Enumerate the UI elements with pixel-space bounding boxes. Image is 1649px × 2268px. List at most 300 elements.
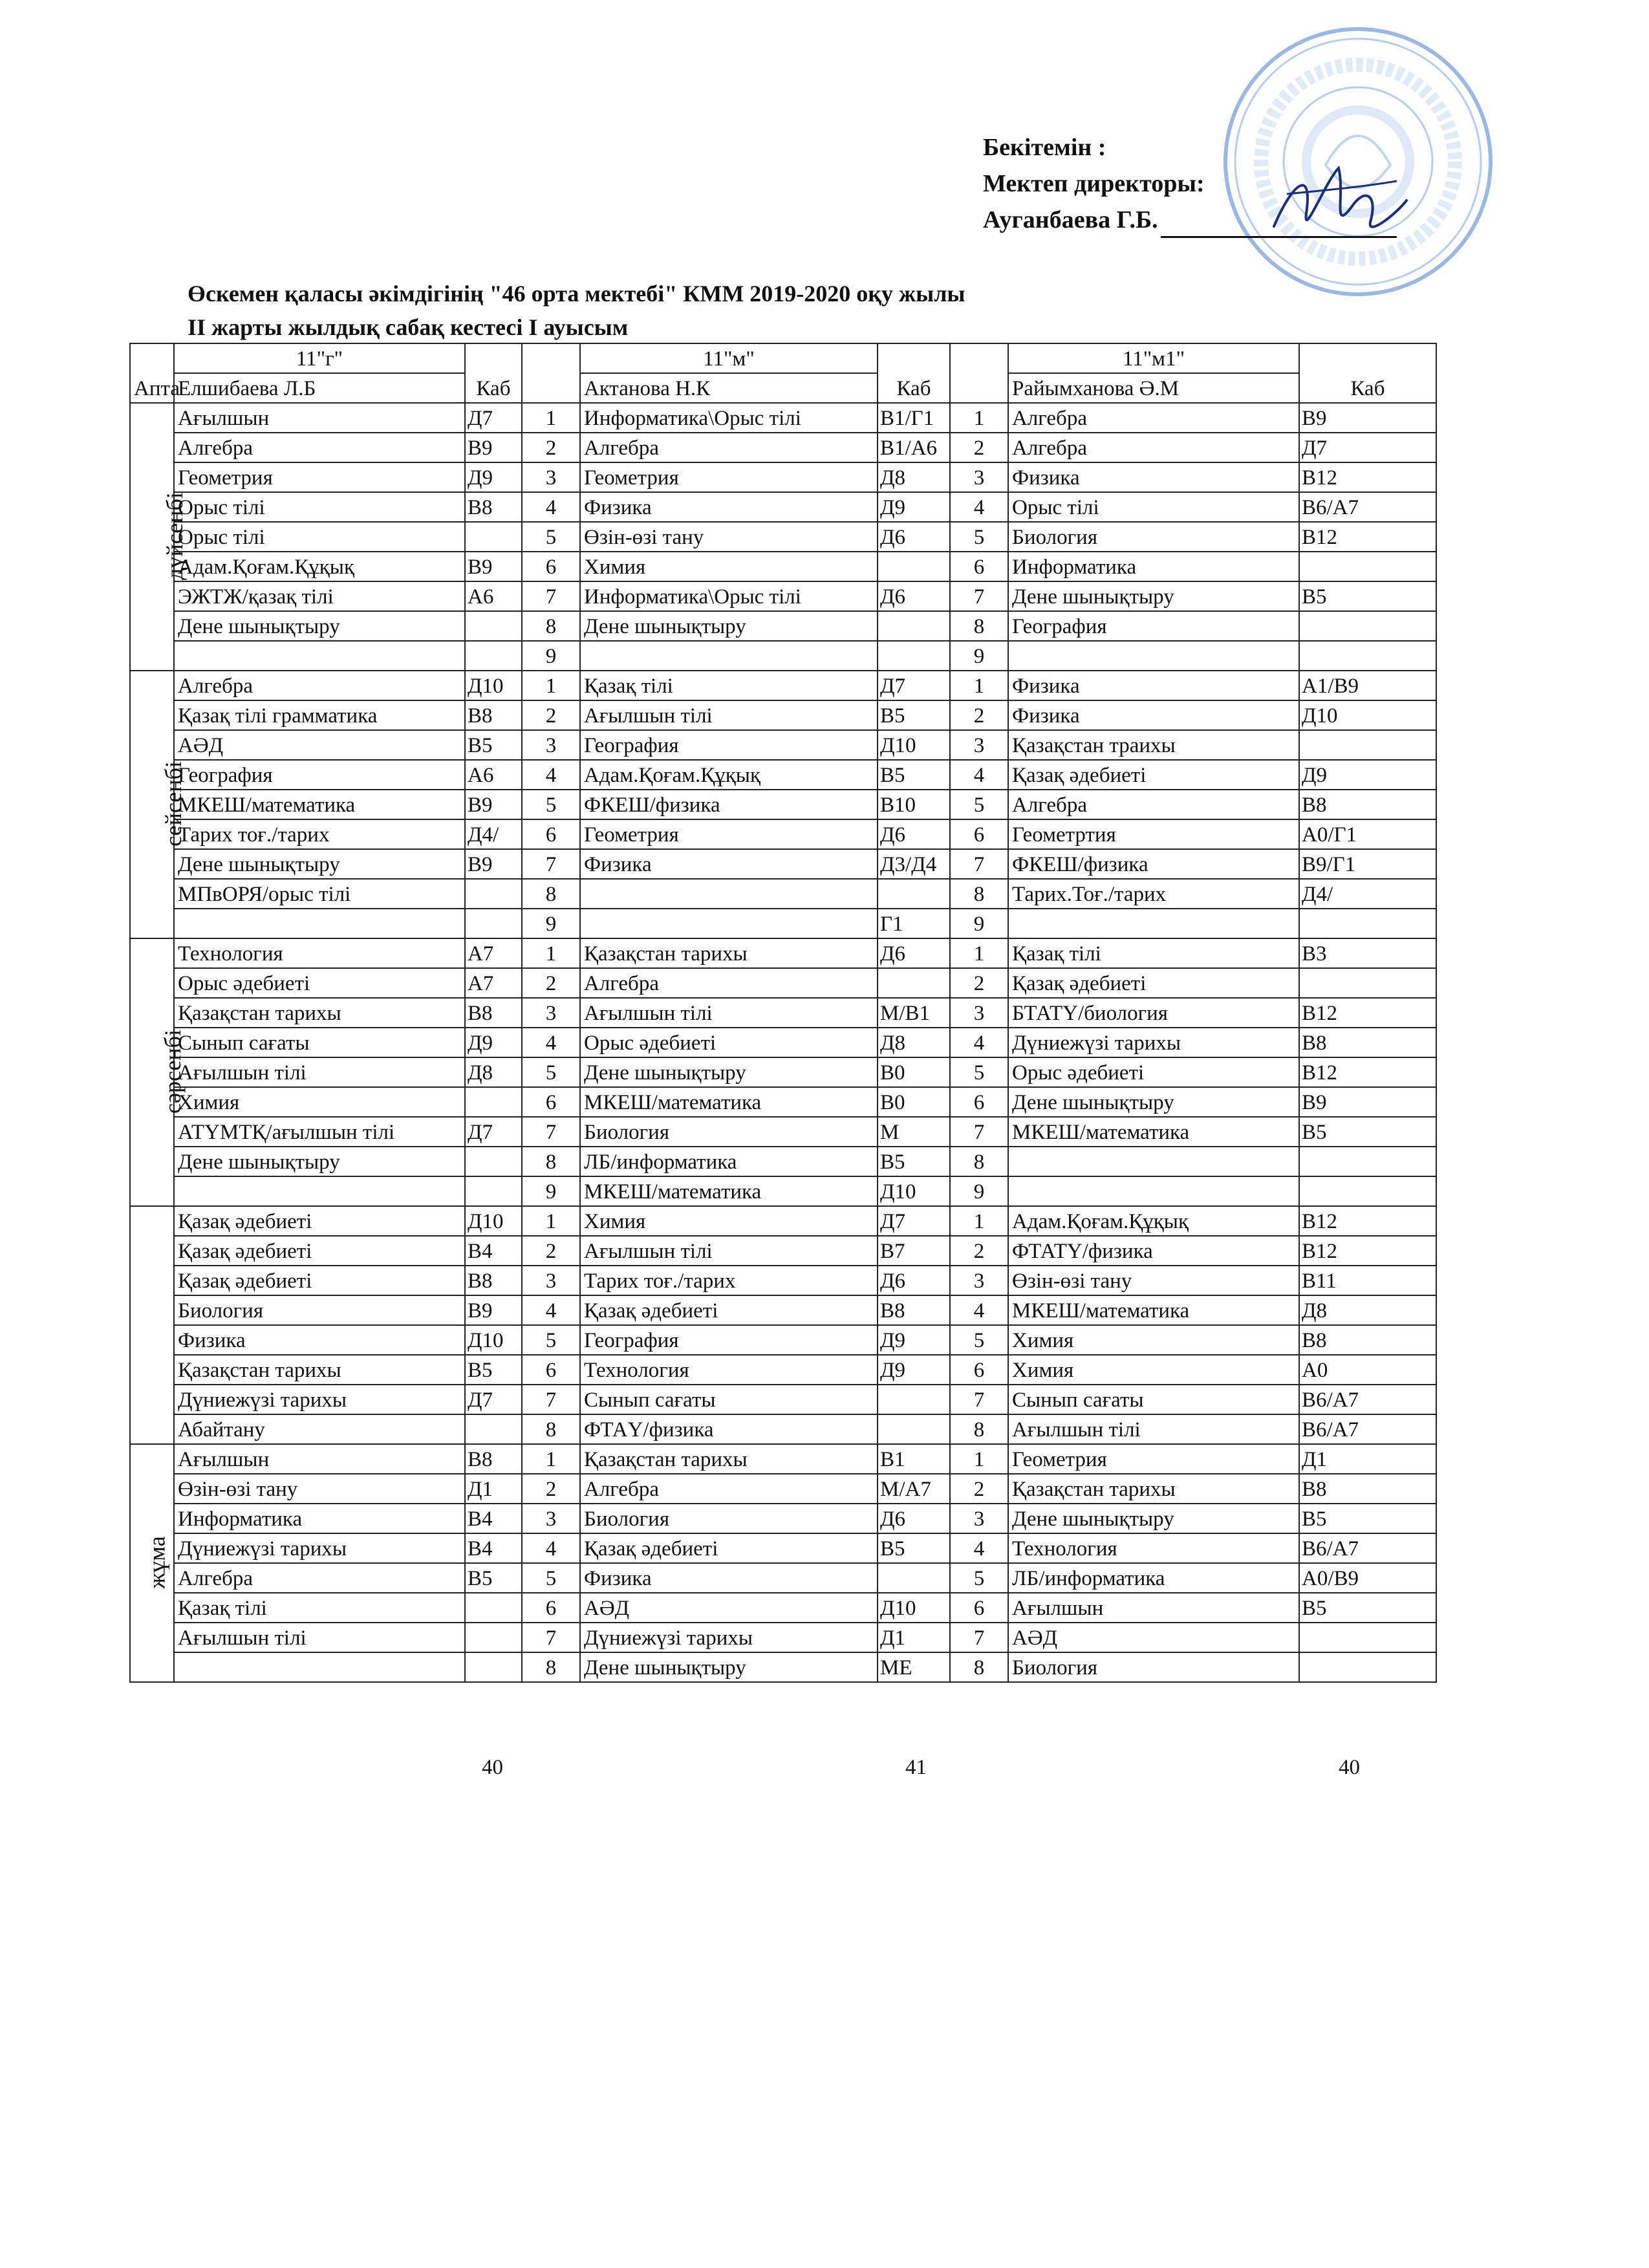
subject-11m: Дене шынықтыру xyxy=(580,1057,878,1087)
cab-11m1 xyxy=(1299,1176,1436,1206)
cab-11m: Д10 xyxy=(878,730,950,760)
cab-11m xyxy=(878,879,950,909)
cab-11m1 xyxy=(1299,611,1436,641)
cab-11g: А7 xyxy=(465,938,522,968)
lesson-num-11m: 5 xyxy=(522,1057,580,1087)
lesson-num-11m: 5 xyxy=(522,790,580,819)
cab-11g: Д10 xyxy=(465,1325,522,1355)
lesson-num-11m: 6 xyxy=(522,1087,580,1117)
cab-11m: В5 xyxy=(878,760,950,790)
lesson-num-11m: 1 xyxy=(522,671,580,700)
cab-11g: В4 xyxy=(465,1236,522,1266)
subject-11m: Геометрия xyxy=(580,819,878,849)
header-row-classes xyxy=(130,343,1436,373)
table-row xyxy=(130,1504,1436,1533)
subject-11g: Адам.Қоғам.Құқық xyxy=(174,552,465,581)
subject-11m: Ағылшын тілі xyxy=(580,700,878,730)
cab-11m1: В6/А7 xyxy=(1299,1385,1436,1414)
cab-11m1 xyxy=(1299,641,1436,671)
lesson-num-11m: 1 xyxy=(522,403,580,433)
lesson-num-11m1: 5 xyxy=(950,1563,1008,1593)
lesson-num-11m1: 4 xyxy=(950,1295,1008,1325)
lesson-num-11m1: 5 xyxy=(950,790,1008,819)
lesson-num-11m: 1 xyxy=(522,1444,580,1474)
cab-11m: Д9 xyxy=(878,492,950,522)
cab-11m: В0 xyxy=(878,1087,950,1117)
lesson-num-11m: 2 xyxy=(522,1474,580,1504)
table-row xyxy=(130,1474,1436,1504)
cab-11m: Д6 xyxy=(878,581,950,611)
cab-11m1: В5 xyxy=(1299,1593,1436,1623)
day-label: жұма xyxy=(144,1536,170,1589)
lesson-num-11m1: 4 xyxy=(950,760,1008,790)
lesson-num-11m1: 3 xyxy=(950,730,1008,760)
table-row xyxy=(130,1593,1436,1623)
subject-11g: Ағылшын xyxy=(174,403,465,433)
cab-11g: В4 xyxy=(465,1504,522,1533)
subject-11m1: Геометрия xyxy=(1008,1444,1299,1474)
cab-11m1: В9 xyxy=(1299,1087,1436,1117)
lesson-num-11m1: 9 xyxy=(950,1176,1008,1206)
subject-11g: Дүниежүзі тарихы xyxy=(174,1533,465,1563)
subject-11m: Қазақстан тарихы xyxy=(580,938,878,968)
lesson-num-11m1: 7 xyxy=(950,581,1008,611)
day-label-cell xyxy=(130,1444,174,1682)
subject-11m: Адам.Қоғам.Құқық xyxy=(580,760,878,790)
cab-11g xyxy=(465,879,522,909)
cab-11g: В5 xyxy=(465,1355,522,1385)
subject-11m1: Ағылшын xyxy=(1008,1593,1299,1623)
subject-11g: Ағылшын xyxy=(174,1444,465,1474)
subject-11m1 xyxy=(1008,641,1299,671)
cab-11m: Д7 xyxy=(878,1206,950,1236)
lesson-num-11m: 5 xyxy=(522,1325,580,1355)
subject-11m: Физика xyxy=(580,492,878,522)
table-row xyxy=(130,1444,1436,1474)
lesson-num-11m: 9 xyxy=(522,641,580,671)
subject-11m1: Сынып сағаты xyxy=(1008,1385,1299,1414)
cab-11m xyxy=(878,1385,950,1414)
schedule-table xyxy=(129,343,1437,1683)
subject-11m: Алгебра xyxy=(580,433,878,462)
cab-11g: В8 xyxy=(465,700,522,730)
week-header: Апта xyxy=(130,343,174,403)
cab-11m: В0 xyxy=(878,1057,950,1087)
subject-11m: Қазақстан тарихы xyxy=(580,1444,878,1474)
lesson-num-11m: 3 xyxy=(522,1504,580,1533)
table-row xyxy=(130,1266,1436,1295)
subject-11m xyxy=(580,879,878,909)
lesson-num-11m: 6 xyxy=(522,819,580,849)
subject-11m: Қазақ тілі xyxy=(580,671,878,700)
lesson-num-11m1: 6 xyxy=(950,1593,1008,1623)
subject-11m1: Қазақстан траихы xyxy=(1008,730,1299,760)
cab-11m: В1/Г1 xyxy=(878,403,950,433)
subject-11m: Технология xyxy=(580,1355,878,1385)
subject-11m: Тарих тоғ./тарих xyxy=(580,1266,878,1295)
subject-11m1: Технология xyxy=(1008,1533,1299,1563)
cab-11g: В5 xyxy=(465,1563,522,1593)
subject-11m: Алгебра xyxy=(580,1474,878,1504)
cab-11m: Д9 xyxy=(878,1325,950,1355)
cab-11m1 xyxy=(1299,1147,1436,1176)
lesson-num-11m: 1 xyxy=(522,938,580,968)
document-title xyxy=(188,277,965,344)
cab-11g: В5 xyxy=(465,730,522,760)
lesson-num-11m: 3 xyxy=(522,998,580,1028)
lesson-num-11m1: 1 xyxy=(950,1206,1008,1236)
approval-director-name: Ауганбаева Г.Б. xyxy=(983,206,1158,233)
subject-11g: Технология xyxy=(174,938,465,968)
cab-11m: В5 xyxy=(878,1147,950,1176)
table-row xyxy=(130,968,1436,998)
lesson-num-11m1: 1 xyxy=(950,938,1008,968)
cab-11m: В5 xyxy=(878,700,950,730)
subject-11m: Дене шынықтыру xyxy=(580,1652,878,1682)
cab-11g: А6 xyxy=(465,581,522,611)
cab-11m1: А1/В9 xyxy=(1299,671,1436,700)
cab-11g: Д1 xyxy=(465,1474,522,1504)
table-row xyxy=(130,1087,1436,1117)
cab-11g: В8 xyxy=(465,1444,522,1474)
cab-11g: Д7 xyxy=(465,403,522,433)
subject-11m: Қазақ әдебиеті xyxy=(580,1533,878,1563)
subject-11g: Қазақ тілі xyxy=(174,1593,465,1623)
subject-11g: Қазақ әдебиеті xyxy=(174,1236,465,1266)
subject-11g xyxy=(174,1652,465,1682)
lesson-num-11m1: 4 xyxy=(950,1028,1008,1057)
table-row xyxy=(130,492,1436,522)
subject-11g: Алгебра xyxy=(174,671,465,700)
day-label: сәрсенбі xyxy=(159,1030,186,1114)
cab-11m1 xyxy=(1299,552,1436,581)
day-label: сейсенбі xyxy=(160,761,186,847)
cab-11g xyxy=(465,1414,522,1444)
cab-11m1: Д4/ xyxy=(1299,879,1436,909)
subject-11m1: ФКЕШ/физика xyxy=(1008,849,1299,879)
subject-11m1: Алгебра xyxy=(1008,403,1299,433)
cab-11m1: В6/А7 xyxy=(1299,492,1436,522)
table-row xyxy=(130,581,1436,611)
subject-11m1: Алгебра xyxy=(1008,433,1299,462)
subject-11m1: АӘД xyxy=(1008,1623,1299,1652)
table-row xyxy=(130,641,1436,671)
header-row-teachers xyxy=(130,373,1436,403)
subject-11m: ЛБ/информатика xyxy=(580,1147,878,1176)
lesson-num-11m: 7 xyxy=(522,1117,580,1147)
subject-11g: Информатика xyxy=(174,1504,465,1533)
cab-11m1 xyxy=(1299,1623,1436,1652)
subject-11m1: География xyxy=(1008,611,1299,641)
lesson-num-11m: 3 xyxy=(522,462,580,492)
cab-11m: В1 xyxy=(878,1444,950,1474)
subject-11m: Орыс әдебиеті xyxy=(580,1028,878,1057)
cab-11m: Д10 xyxy=(878,1593,950,1623)
subject-11m: География xyxy=(580,730,878,760)
cab-11m: Д9 xyxy=(878,1355,950,1385)
cab-11m1: В9 xyxy=(1299,403,1436,433)
subject-11g: АӘД xyxy=(174,730,465,760)
lesson-num-11m: 9 xyxy=(522,909,580,938)
subject-11m: Алгебра xyxy=(580,968,878,998)
cab-11g: Д4/ xyxy=(465,819,522,849)
subject-11m: Химия xyxy=(580,552,878,581)
table-row xyxy=(130,671,1436,700)
table-row xyxy=(130,1147,1436,1176)
cab-11g xyxy=(465,1652,522,1682)
lesson-num-11m: 8 xyxy=(522,611,580,641)
subject-11g: АТҮМТҚ/ағылшын тілі xyxy=(174,1117,465,1147)
lesson-num-11m: 6 xyxy=(522,1593,580,1623)
subject-11g: Дүниежүзі тарихы xyxy=(174,1385,465,1414)
table-row xyxy=(130,1623,1436,1652)
cab-11m1: А0/В9 xyxy=(1299,1563,1436,1593)
subject-11m1: Дене шынықтыру xyxy=(1008,1504,1299,1533)
cab-11m: Г1 xyxy=(878,909,950,938)
subject-11m xyxy=(580,641,878,671)
table-row xyxy=(130,1355,1436,1385)
total-11m: 41 xyxy=(905,1756,927,1779)
subject-11m: Сынып сағаты xyxy=(580,1385,878,1414)
subject-11m: Дүниежүзі тарихы xyxy=(580,1623,878,1652)
subject-11g: Орыс әдебиеті xyxy=(174,968,465,998)
cab-11m1: В8 xyxy=(1299,1325,1436,1355)
subject-11m: ФКЕШ/физика xyxy=(580,790,878,819)
subject-11g: Дене шынықтыру xyxy=(174,849,465,879)
cab-11m1: В12 xyxy=(1299,462,1436,492)
subject-11m: Биология xyxy=(580,1117,878,1147)
lesson-num-11m: 4 xyxy=(522,1028,580,1057)
subject-11g: Дене шынықтыру xyxy=(174,1147,465,1176)
table-row xyxy=(130,552,1436,581)
lesson-num-11m1: 8 xyxy=(950,1147,1008,1176)
subject-11m1 xyxy=(1008,1176,1299,1206)
lesson-num-11m: 8 xyxy=(522,1652,580,1682)
table-row xyxy=(130,1533,1436,1563)
subject-11m1 xyxy=(1008,1147,1299,1176)
cab-11g xyxy=(465,909,522,938)
lesson-num-11m: 4 xyxy=(522,760,580,790)
cab-11m xyxy=(878,968,950,998)
cab-11m: В5 xyxy=(878,1533,950,1563)
approval-title: Бекітемін : xyxy=(983,134,1106,161)
cab-11m: Д6 xyxy=(878,1266,950,1295)
total-11g: 40 xyxy=(482,1756,503,1779)
subject-11m1: Дене шынықтыру xyxy=(1008,581,1299,611)
subject-11m: Биология xyxy=(580,1504,878,1533)
lesson-num-11m1: 9 xyxy=(950,909,1008,938)
cab-11m: Д1 xyxy=(878,1623,950,1652)
subject-11g: Ағылшын тілі xyxy=(174,1623,465,1652)
subject-11m: Геометрия xyxy=(580,462,878,492)
cab-header-11m1: Каб xyxy=(1299,343,1436,403)
subject-11m1: Дене шынықтыру xyxy=(1008,1087,1299,1117)
table-row xyxy=(130,879,1436,909)
cab-11m: Д10 xyxy=(878,1176,950,1206)
cab-11m: Д3/Д4 xyxy=(878,849,950,879)
cab-11m1 xyxy=(1299,968,1436,998)
cab-11m: Д6 xyxy=(878,522,950,552)
lesson-num-11m: 2 xyxy=(522,433,580,462)
class-header-11m1: 11"м1" xyxy=(1008,343,1299,373)
table-row xyxy=(130,1295,1436,1325)
title-line-1: Өскемен қаласы әкімдігінің "46 орта мектебі" КММ 2019-2020 оқу жылы xyxy=(188,281,965,307)
lesson-num-11m: 5 xyxy=(522,522,580,552)
subject-11m: Қазақ әдебиеті xyxy=(580,1295,878,1325)
cab-11m: Д6 xyxy=(878,938,950,968)
cab-11m1: В12 xyxy=(1299,522,1436,552)
subject-11m1: Химия xyxy=(1008,1355,1299,1385)
subject-11m1: Физика xyxy=(1008,671,1299,700)
subject-11m: ФТАҮ/физика xyxy=(580,1414,878,1444)
subject-11m: Өзін-өзі тану xyxy=(580,522,878,552)
cab-11m1: В6/А7 xyxy=(1299,1414,1436,1444)
day-label-cell xyxy=(130,671,186,938)
subject-11g: Ағылшын тілі xyxy=(174,1057,465,1087)
lesson-num-11m: 3 xyxy=(522,730,580,760)
subject-11m: Ағылшын тілі xyxy=(580,1236,878,1266)
subject-11m1: МКЕШ/математика xyxy=(1008,1117,1299,1147)
lesson-num-11m: 2 xyxy=(522,700,580,730)
cab-11m1: В5 xyxy=(1299,1117,1436,1147)
cab-11m1: Д8 xyxy=(1299,1295,1436,1325)
table-row xyxy=(130,1385,1436,1414)
table-row xyxy=(130,1414,1436,1444)
day-label-cell xyxy=(130,1206,174,1444)
lesson-num-11m: 7 xyxy=(522,849,580,879)
cab-11g: В9 xyxy=(465,790,522,819)
subject-11m: Химия xyxy=(580,1206,878,1236)
cab-11g: В9 xyxy=(465,552,522,581)
teacher-11m1: Райымханова Ә.М xyxy=(1008,373,1299,403)
cab-11m1 xyxy=(1299,730,1436,760)
lesson-num-11m: 6 xyxy=(522,552,580,581)
cab-11g: В8 xyxy=(465,1266,522,1295)
lesson-num-11m: 7 xyxy=(522,1385,580,1414)
table-row xyxy=(130,1117,1436,1147)
subject-11m1: Тарих.Тоғ./тарих xyxy=(1008,879,1299,909)
lesson-num-11m: 8 xyxy=(522,879,580,909)
table-row xyxy=(130,1176,1436,1206)
cab-11g xyxy=(465,611,522,641)
table-row xyxy=(130,730,1436,760)
lesson-num-11m: 3 xyxy=(522,1266,580,1295)
lesson-num-11m: 8 xyxy=(522,1147,580,1176)
cab-11m1: В6/А7 xyxy=(1299,1533,1436,1563)
lesson-num-11m1: 3 xyxy=(950,1266,1008,1295)
subject-11m1: Орыс әдебиеті xyxy=(1008,1057,1299,1087)
cab-11m: В7 xyxy=(878,1236,950,1266)
cab-11m: М/В1 xyxy=(878,998,950,1028)
lesson-num-11m1: 5 xyxy=(950,1057,1008,1087)
lesson-num-11m1: 1 xyxy=(950,671,1008,700)
lesson-num-11m: 5 xyxy=(522,1563,580,1593)
subject-11m1: Биология xyxy=(1008,522,1299,552)
lesson-num-11m1: 7 xyxy=(950,849,1008,879)
subject-11g: МКЕШ/математика xyxy=(174,790,465,819)
cab-11g: В9 xyxy=(465,849,522,879)
title-line-2: ІІ жарты жылдық сабақ кестесі І ауысым xyxy=(188,314,629,340)
table-row xyxy=(130,760,1436,790)
subject-11g: Биология xyxy=(174,1295,465,1325)
subject-11m1: Физика xyxy=(1008,462,1299,492)
cab-11g: Д10 xyxy=(465,671,522,700)
table-row xyxy=(130,433,1436,462)
table-row xyxy=(130,790,1436,819)
cab-11g xyxy=(465,1087,522,1117)
cab-11m: В10 xyxy=(878,790,950,819)
subject-11g: Өзін-өзі тану xyxy=(174,1474,465,1504)
cab-11m: М/А7 xyxy=(878,1474,950,1504)
table-row xyxy=(130,938,1436,968)
cab-11g: А7 xyxy=(465,968,522,998)
cab-11g xyxy=(465,1593,522,1623)
subject-11g: Физика xyxy=(174,1325,465,1355)
lesson-num-11m: 4 xyxy=(522,492,580,522)
cab-11m1: Д7 xyxy=(1299,433,1436,462)
cab-11g: В8 xyxy=(465,492,522,522)
cab-11m1: В11 xyxy=(1299,1266,1436,1295)
subject-11m1: Информатика xyxy=(1008,552,1299,581)
lesson-num-11m: 1 xyxy=(522,1206,580,1236)
lesson-num-11m1: 2 xyxy=(950,1474,1008,1504)
cab-11m1: В8 xyxy=(1299,790,1436,819)
lesson-num-11m1: 5 xyxy=(950,522,1008,552)
cab-11m1: В8 xyxy=(1299,1474,1436,1504)
lesson-num-11m: 2 xyxy=(522,1236,580,1266)
cab-11m1: В12 xyxy=(1299,1236,1436,1266)
cab-11m1: В8 xyxy=(1299,1028,1436,1057)
lesson-num-11m1: 4 xyxy=(950,492,1008,522)
cab-11m1 xyxy=(1299,1652,1436,1682)
cab-11m: В8 xyxy=(878,1295,950,1325)
cab-header-11g: Каб xyxy=(465,343,522,403)
total-11m1: 40 xyxy=(1339,1756,1360,1779)
subject-11g: Қазақстан тарихы xyxy=(174,1355,465,1385)
cab-11g xyxy=(465,1623,522,1652)
cab-11m: Д8 xyxy=(878,462,950,492)
cab-11m1: А0 xyxy=(1299,1355,1436,1385)
lesson-num-11m1: 3 xyxy=(950,462,1008,492)
subject-11m1: Биология xyxy=(1008,1652,1299,1682)
cab-11g: В9 xyxy=(465,1295,522,1325)
cab-11m1: В9/Г1 xyxy=(1299,849,1436,879)
subject-11m1: Қазақстан тарихы xyxy=(1008,1474,1299,1504)
lesson-num-11m1: 2 xyxy=(950,1236,1008,1266)
subject-11m1: Химия xyxy=(1008,1325,1299,1355)
class-header-11m: 11"м" xyxy=(580,343,878,373)
table-row xyxy=(130,849,1436,879)
subject-11m1: Қазақ әдебиеті xyxy=(1008,760,1299,790)
cab-11m1: В12 xyxy=(1299,1057,1436,1087)
subject-11m: Дене шынықтыру xyxy=(580,611,878,641)
table-row xyxy=(130,819,1436,849)
subject-11g: Алгебра xyxy=(174,1563,465,1593)
lesson-num-11m1: 8 xyxy=(950,879,1008,909)
subject-11m1: Қазақ тілі xyxy=(1008,938,1299,968)
cab-11m: Д6 xyxy=(878,819,950,849)
cab-11g: Д10 xyxy=(465,1206,522,1236)
lesson-num-11m1: 3 xyxy=(950,1504,1008,1533)
cab-11m: МЕ xyxy=(878,1652,950,1682)
cab-11g: Д9 xyxy=(465,1028,522,1057)
lesson-num-11m1: 4 xyxy=(950,1533,1008,1563)
table-row xyxy=(130,909,1436,938)
lesson-num-11m1: 2 xyxy=(950,433,1008,462)
teacher-11m: Актанова Н.К xyxy=(580,373,878,403)
cab-11m1: В5 xyxy=(1299,1504,1436,1533)
table-row xyxy=(130,403,1436,433)
